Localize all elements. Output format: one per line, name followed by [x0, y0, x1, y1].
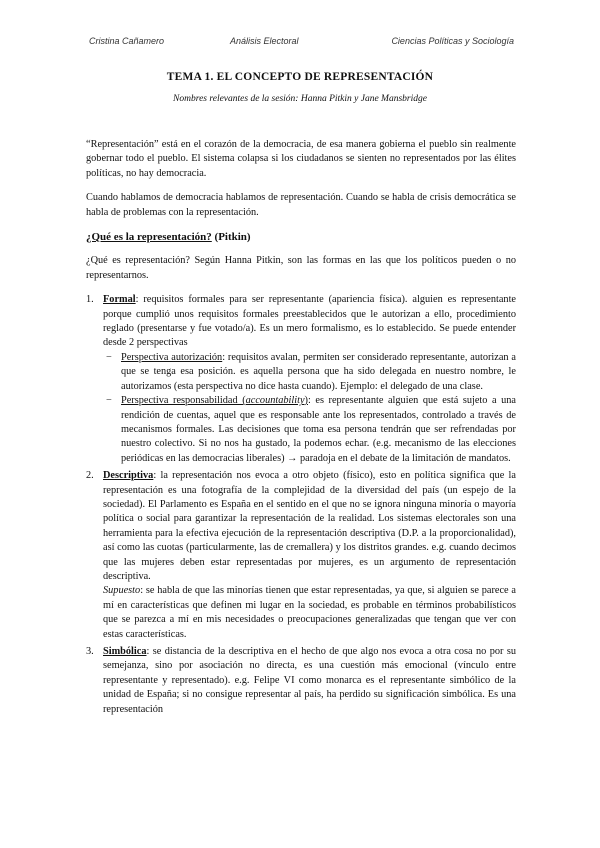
- document-subtitle: Nombres relevantes de la sesión: Hanna Pitkin y Jane Mansbridge: [173, 94, 427, 104]
- list-number: 3.: [86, 646, 94, 657]
- perspectiva-responsabilidad-label: Perspectiva responsabilidad (: [121, 395, 246, 407]
- list-item-descriptiva: [86, 469, 516, 642]
- header-author: Cristina Cañamero: [89, 36, 165, 46]
- document-body: [86, 138, 516, 720]
- list-number: 2.: [86, 470, 94, 482]
- section-lead: ¿Qué es representación? Según Hanna Pitkin, son las formas en las que los políticos pueden o no representarnos.: [86, 255, 516, 281]
- list-number: 1.: [86, 294, 94, 306]
- intro-paragraph-1: “Representación” está en el corazón de la democracia, de esa manera gobierna el pueblo sin realmente gobernar todo el pueblo. El sistema colapsa si los ciudadanos se sienten no representados por las élites políticas, no hay democracia.: [86, 139, 516, 179]
- descriptiva-text: : la representación nos evoca a otro objeto (físico), esto en política significa que la representación es una fotografía de la complejidad de la diversidad del país (un espejo de la sociedad). El Parlamento es España en el sentido en el que no se ignora ninguna minoría o mayoría política o social para garantizar la representación de la realidad. Los sistemas electorales son una herramienta para la efectiva ejecución de la representación descriptiva (D.P. a la proporcionalidad), así como las cuotas (particularmente, las de cremallera) y los distritos grandes. e.g. cuando decimos que las mujeres deben estar representadas por mujeres, es un argumento de representación descriptiva.: [103, 470, 516, 582]
- perspectiva-autorizacion-text: : requisitos avalan, permiten ser considerado representante, autorizan a que se tenga esa posición. es aquella persona que ha sido delegada en nuestro nombre, le autorizamos (esta perspectiva no dice hasta cuando). Ejemplo: el delegado de una clase.: [121, 351, 516, 392]
- sub-item-responsabilidad: [103, 394, 516, 466]
- supuesto-note: [103, 584, 516, 642]
- term-descriptiva: Descriptiva: [103, 470, 154, 482]
- supuesto-label: Supuesto: [103, 585, 141, 597]
- dash-bullet: −: [106, 351, 112, 363]
- label-close-paren: ): [304, 395, 308, 407]
- list-item-simbolica: [86, 645, 516, 717]
- page-header: [84, 36, 516, 50]
- document-title: TEMA 1. EL CONCEPTO DE REPRESENTACIÓN: [166, 71, 434, 83]
- representation-types-list: [86, 293, 516, 717]
- section-heading-rest: (Pitkin): [211, 231, 251, 244]
- section-heading-underlined: ¿Qué es la representación?: [86, 231, 212, 244]
- simbolica-text: : se distancia de la descriptiva en el hecho de que algo nos evoca a otra cosa no por su semejanza, sino por asociación no directa, es una cuestión más emocional (vínculo entre representante y representado). e.g. Felipe VI como monarca es el representante simbólico de la unidad de España; si no consigue representar al país, ha perdido su significación simbólica. Es una representación: [103, 646, 516, 715]
- term-simbolica: Simbólica: [103, 646, 147, 657]
- section-heading: [86, 230, 516, 244]
- intro-paragraph-2: Cuando hablamos de democracia hablamos de representación. Cuando se habla de crisis democrática se habla de problemas con la representación.: [86, 192, 516, 218]
- dash-bullet: −: [106, 395, 112, 407]
- sub-item-autorizacion: [103, 351, 516, 394]
- header-degree: Ciencias Políticas y Sociología: [391, 36, 514, 46]
- formal-text: : requisitos formales para ser representante (apariencia física). alguien es representante porque cumplió unos requisitos formales preestablecidos que le autorizan a ello, procedimiento reglado (presentarse y fue votado/a). Es un mero formalismo, es lo establecido. Se puede entender desde 2 perspectivas: [103, 294, 516, 349]
- supuesto-text: : se habla de que las minorías tienen que estar representadas, ya que, si alguien se parece a mí en características que definen mi lugar en la sociedad, es probable en términos probabilísticos que se parezca a mí en mis necesidades o preocupaciones generalizadas que tengan que ver con estas características.: [103, 585, 516, 640]
- term-formal: Formal: [103, 294, 136, 306]
- accountability-term: accountability: [245, 395, 305, 407]
- perspectiva-autorizacion-label: Perspectiva autorización: [121, 351, 223, 363]
- perspectiva-responsabilidad-text: : es representante alguien que está sujeto a una rendición de cuentas, aquel que es responsable ante los representados, controlado a través de mecanismos formales. Las decisiones que toma esa persona tendrán que ser refrendadas por nuestro colectivo. Si no nos ha gustado, la podemos echar. (e.g. mecanismo de las elecciones periódicas en las democracias liberales) → paradoja en el debate de la limitación de mandatos.: [121, 395, 516, 464]
- formal-perspectives-list: [103, 351, 516, 466]
- list-item-formal: [86, 293, 516, 466]
- header-subject: Análisis Electoral: [230, 36, 299, 46]
